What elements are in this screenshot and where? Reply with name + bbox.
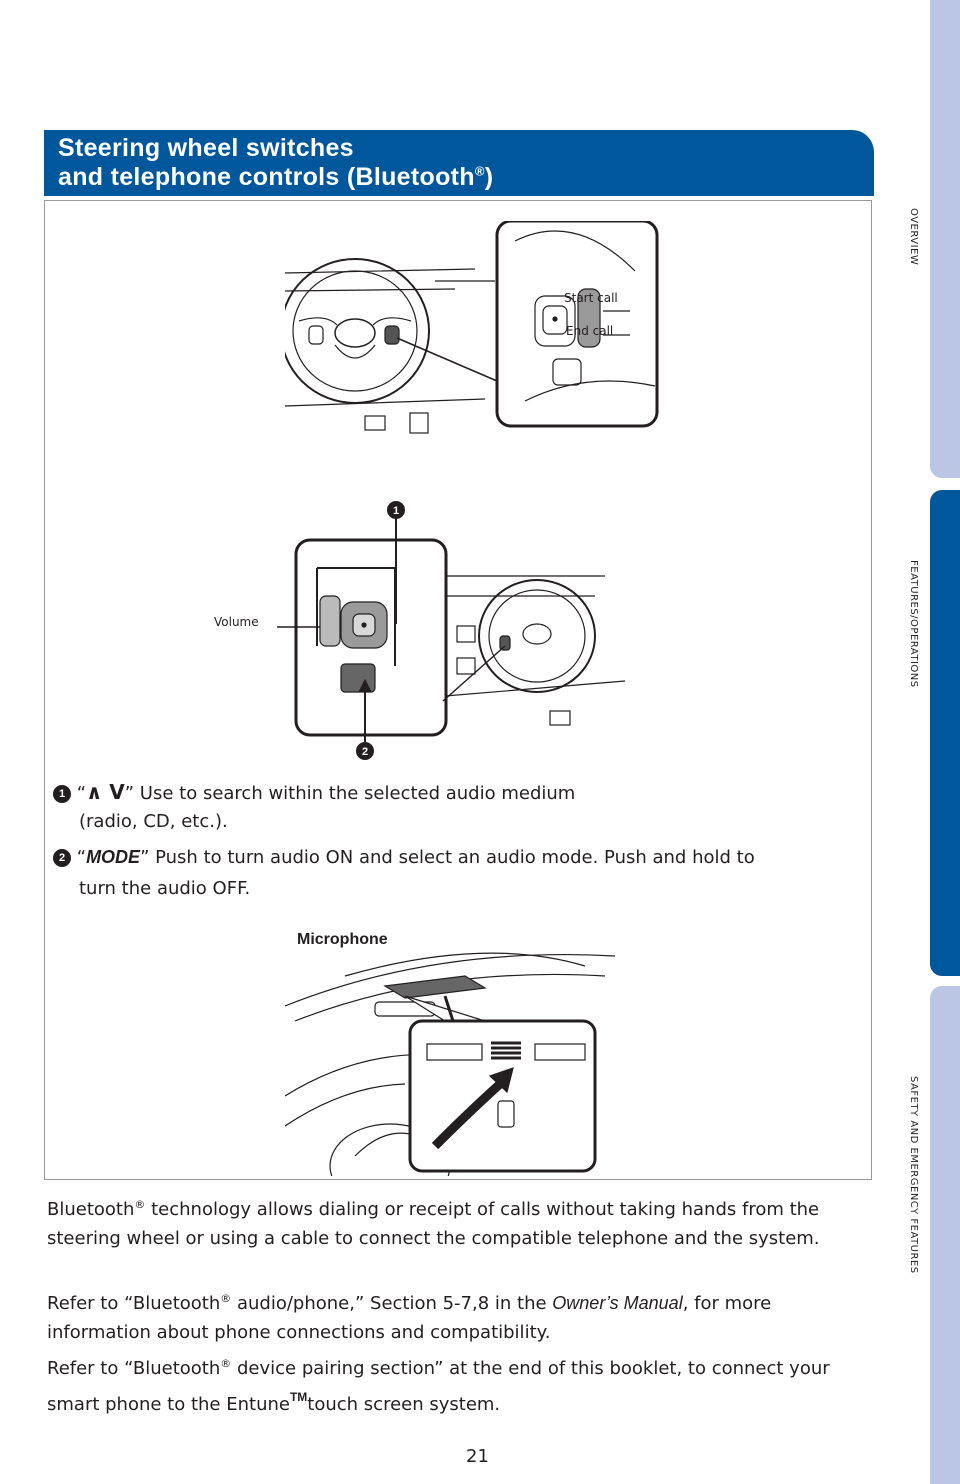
side-tab-label: SAFETY AND EMERGENCY FEATURES (908, 1076, 919, 1274)
side-tab-label: FEATURES/OPERATIONS (908, 560, 919, 688)
illustration-box (44, 200, 872, 1180)
volume-label: Volume (214, 615, 259, 629)
paragraph-pairing-ref: Refer to “Bluetooth® device pairing section” at the end of this booklet, to connect your smart phone to the Entune™touch screen system. (47, 1357, 830, 1415)
paragraph-owners-manual-ref: Refer to “Bluetooth® audio/phone,” Section 5-7,8 in the Owner’s Manual, for more information about phone connections and compatibility. (47, 1292, 772, 1343)
item-1-text-line2: (radio, CD, etc.). (79, 811, 228, 832)
side-tab-safety[interactable] (908, 986, 960, 1484)
end-call-label: End call (566, 324, 614, 338)
up-down-arrows-symbol: ∧ V (86, 780, 125, 804)
item-1-number: 1 (53, 785, 71, 803)
side-tab-features-operations[interactable] (908, 490, 960, 976)
mode-symbol: MODE (86, 847, 141, 867)
page-title-line1: Steering wheel switches (58, 134, 354, 162)
item-2-number: 2 (53, 849, 71, 867)
microphone-label: Microphone (297, 931, 388, 948)
item-2-text-line2: turn the audio OFF. (79, 878, 251, 899)
steering-wheel-figure (285, 221, 685, 451)
callout-2-number: 2 (361, 746, 369, 758)
callout-1-number: 1 (392, 505, 400, 517)
side-tab-overview[interactable] (908, 0, 960, 478)
page-title-line2: and telephone controls (Bluetooth®) (58, 163, 494, 191)
page-number: 21 (466, 1446, 489, 1467)
section-header (44, 130, 874, 196)
side-tab-label: OVERVIEW (908, 208, 919, 266)
item-2-text: Push to turn audio ON and select an audio mode. Push and hold to (149, 847, 755, 868)
audio-controls-figure (205, 496, 665, 766)
item-1-text: Use to search within the selected audio medium (134, 783, 576, 804)
start-call-label: Start call (564, 291, 618, 305)
item-2: 2 “MODE” Push to turn audio ON and select an audio mode. Push and hold to (53, 842, 755, 873)
item-1: 1 “∧ V” Use to search within the selected audio medium (53, 777, 575, 809)
microphone-figure (285, 926, 675, 1176)
paragraph-bluetooth-intro: Bluetooth® technology allows dialing or receipt of calls without taking hands from the steering wheel or using a cable to connect the compatible telephone and the system. (47, 1198, 820, 1249)
